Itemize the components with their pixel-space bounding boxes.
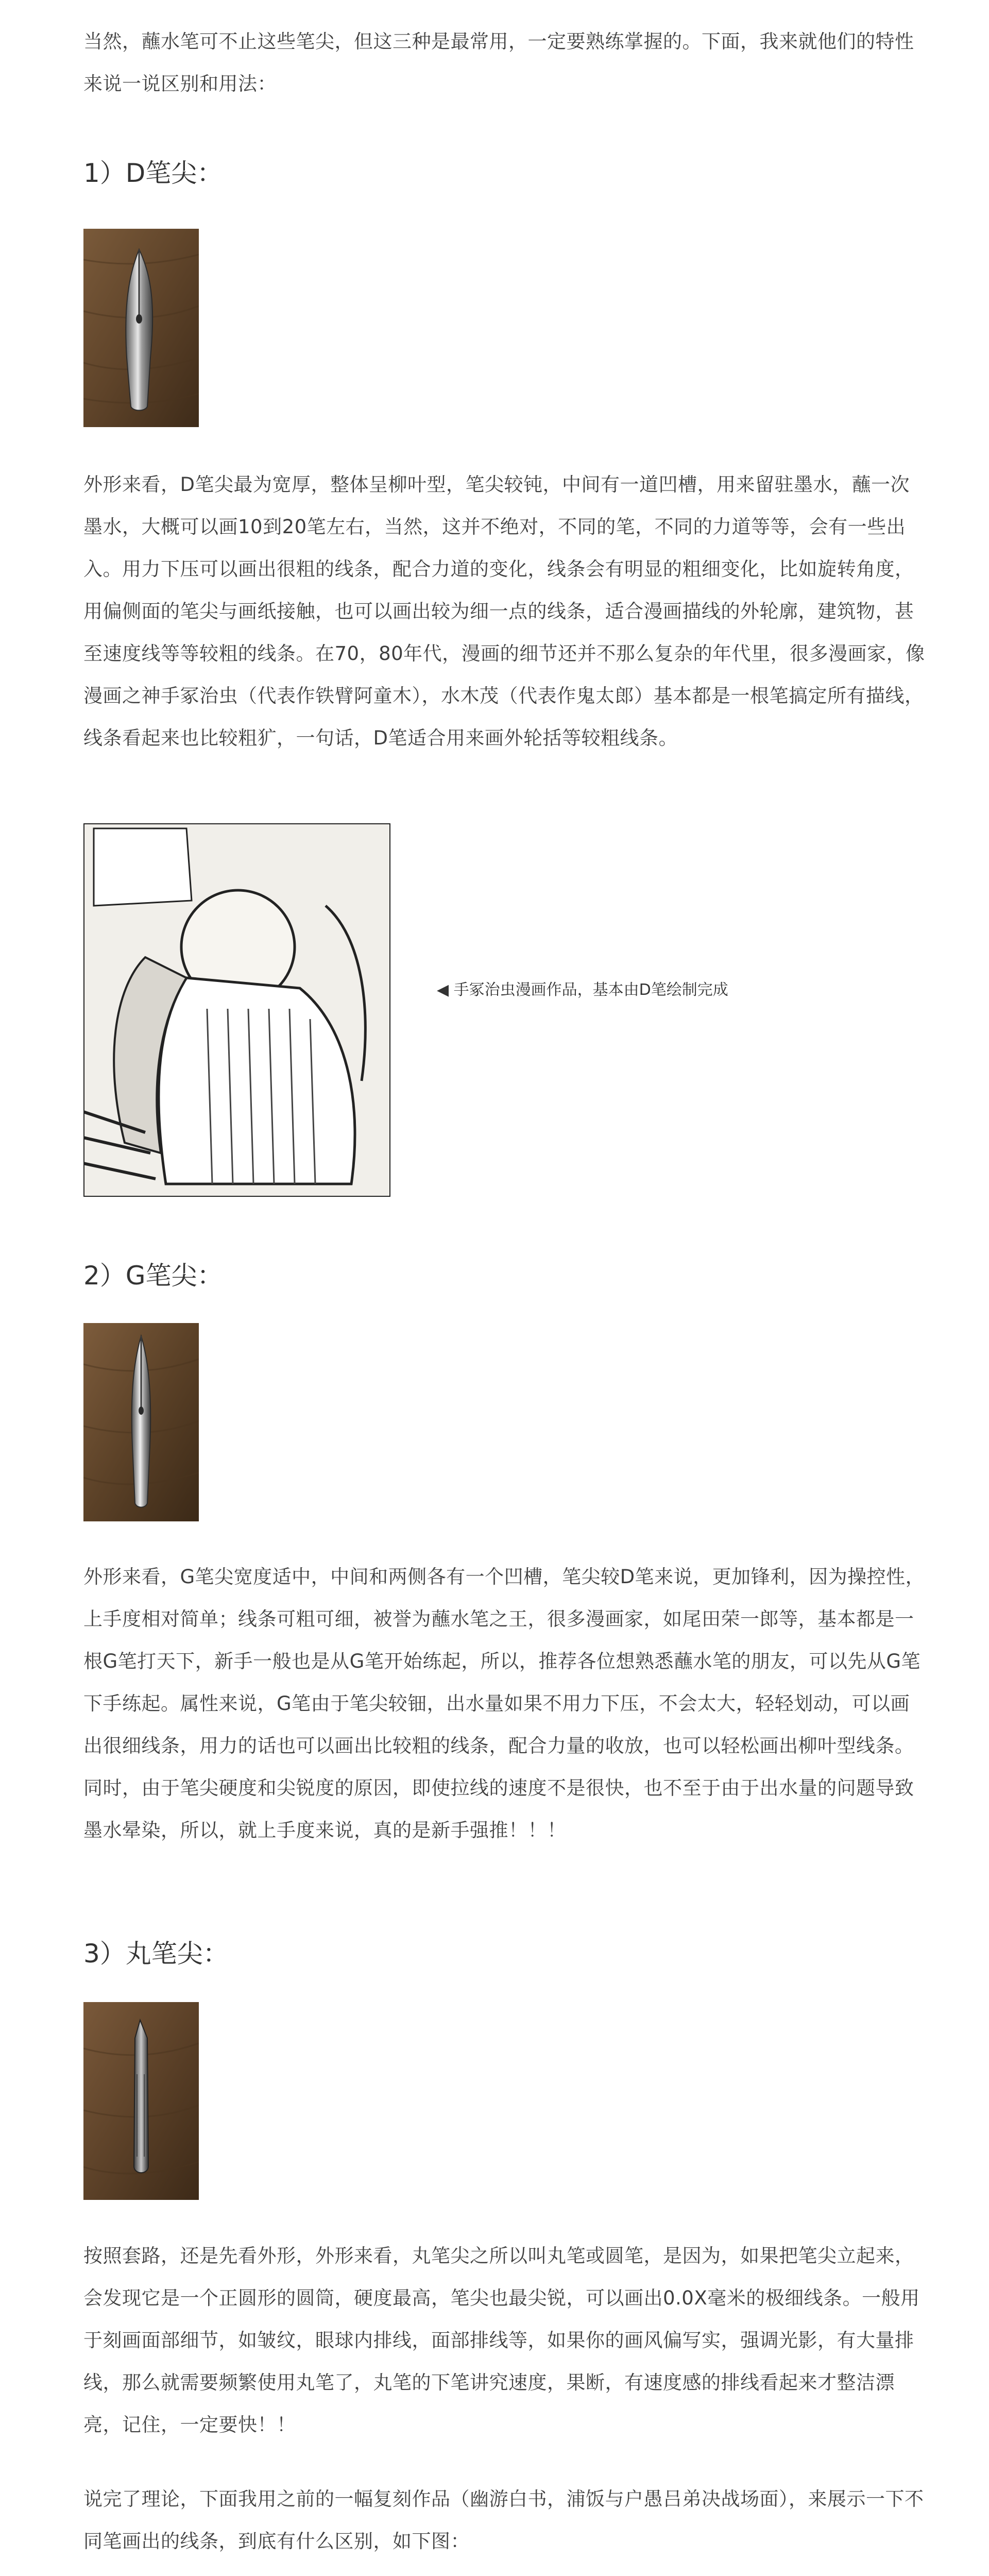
maru-nib-photo: [83, 2002, 199, 2200]
d-nib-photo: [83, 229, 199, 427]
manga-caption: ◀ 手冢治虫漫画作品，基本由D笔绘制完成: [437, 981, 728, 999]
g-nib-photo: [83, 1323, 199, 1521]
maru-nib-description: 按照套路，还是先看外形，外形来看，丸笔尖之所以叫丸笔或圆笔，是因为，如果把笔尖立起来，会发现它是一个正圆形的圆筒，硬度最高，笔尖也最尖锐，可以画出0.0X毫米的极细线条。一般用于刻画面部细节，如皱纹，眼球内排线，面部排线等，如果你的画风偏写实，强调光影，有大量排线，那么就需要频繁使用丸笔了，丸笔的下笔讲究速度，果断，有速度感的排线看起来才整洁漂亮，记住，一定要快！！: [83, 2245, 920, 2436]
section-heading-g-nib: 2）G笔尖：: [83, 1261, 223, 1291]
d-nib-description: 外形来看，D笔尖最为宽厚，整体呈柳叶型，笔尖较钝，中间有一道凹槽，用来留驻墨水，蘸一次墨水，大概可以画10到20笔左右，当然，这并不绝对，不同的笔，不同的力道等等，会有一些出入。用力下压可以画出很粗的线条，配合力道的变化，线条会有明显的粗细变化，比如旋转角度，用偏侧面的笔尖与画纸接触，也可以画出较为细一点的线条，适合漫画描线的外轮廓，建筑物，甚至速度线等等较粗的线条。在70，80年代，漫画的细节还并不那么复杂的年代里，很多漫画家，像漫画之神手冢治虫（代表作铁臂阿童木），水木茂（代表作鬼太郎）基本都是一根笔搞定所有描线，线条看起来也比较粗犷，一句话，D笔适合用来画外轮括等较粗线条。: [83, 473, 925, 749]
section-heading-d-nib: 1）D笔尖：: [83, 158, 223, 188]
intro-paragraph: 当然，蘸水笔可不止这些笔尖，但这三种是最常用，一定要熟练掌握的。下面，我来就他们的特性来说一说区别和用法：: [83, 30, 914, 95]
g-nib-description: 外形来看，G笔尖宽度适中，中间和两侧各有一个凹槽，笔尖较D笔来说，更加锋利，因为操控性，上手度相对简单；线条可粗可细，被誉为蘸水笔之王，很多漫画家，如尾田荣一郎等，基本都是一根G笔打天下，新手一般也是从G笔开始练起，所以，推荐各位想熟悉蘸水笔的朋友，可以先从G笔下手练起。属性来说，G笔由于笔尖较钿，出水量如果不用力下压，不会太大，轻轻划动，可以画出很细线条，用力的话也可以画出比较粗的线条，配合力量的收放，也可以轻松画出柳叶型线条。同时，由于笔尖硬度和尖锐度的原因，即使拉线的速度不是很快，也不至于由于出水量的问题导致墨水晕染，所以，就上手度来说，真的是新手强推！！！: [83, 1566, 925, 1841]
conclusion-paragraph: 说完了理论，下面我用之前的一幅复刻作品（幽游白书，浦饭与户愚吕弟决战场面），来展示一下不同笔画出的线条，到底有什么区别，如下图：: [83, 2488, 924, 2552]
section-heading-maru-nib: 3）丸笔尖：: [83, 1939, 229, 1969]
tezuka-manga-image: [83, 823, 390, 1197]
